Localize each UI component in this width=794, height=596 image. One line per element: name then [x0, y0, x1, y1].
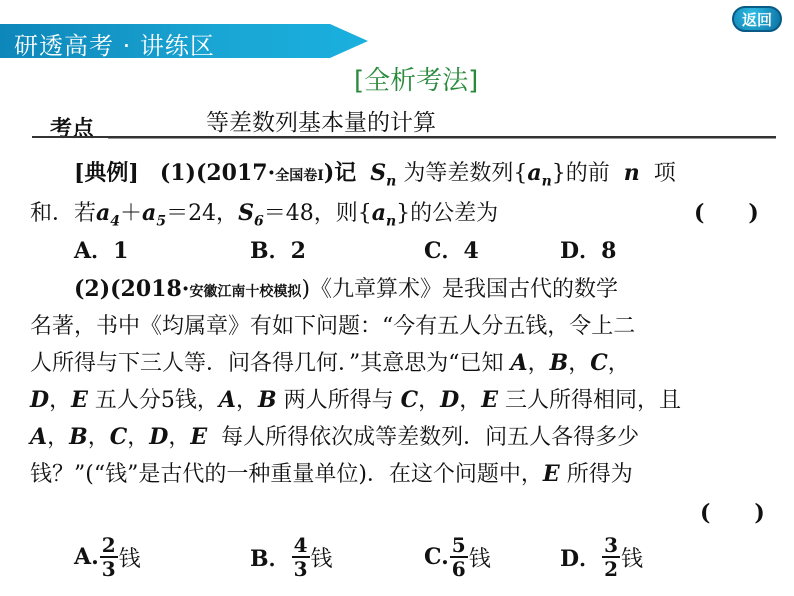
q1-line1: [典例] (1)(2017·全国卷Ⅰ)记 $S_n$ 为等差数列$\{a_n\}$的前 n 项: [74, 160, 676, 190]
q1-option-d: D．8: [560, 238, 617, 264]
q2-line5: A，B，C，D，E 每人所得依次成等差数列．问五人各得多少: [30, 424, 640, 450]
q2-line6: 钱？”(“钱”是古代的一种重量单位)．在这个问题中，E 所得为: [30, 461, 633, 487]
topic-label: 考点: [50, 117, 95, 142]
fraction: $\frac{5}{6}$: [451, 533, 466, 581]
q1-line2: 和．若$a_4+a_5=24$，$S_6=48$，则$\{a_n\}$的公差为: [30, 200, 499, 230]
topic-title: 等差数列基本量的计算: [206, 110, 436, 136]
fraction: $\frac{3}{2}$: [604, 533, 619, 581]
q2-line3: 人所得与下三人等．问各得几何．”其意思为“已知 A，B，C，: [30, 350, 630, 376]
q1-option-a: A．1: [74, 238, 129, 264]
q2-line4: D，E 五人分5钱，A，B 两人所得与 C，D，E 三人所得相同，且: [30, 387, 682, 413]
divider-thin: [108, 138, 776, 139]
q1-option-c: C．4: [424, 238, 479, 264]
fraction: $\frac{4}{3}$: [293, 533, 308, 581]
q1-option-b: B．2: [250, 238, 306, 264]
q1-answer-paren: ( ): [694, 200, 759, 226]
section-title: [全析考法]: [354, 66, 479, 96]
fraction: $\frac{2}{3}$: [101, 533, 116, 581]
banner-title: 研透高考 · 讲练区: [14, 32, 215, 60]
q2-option-b: B． $\frac{4}{3}$ 钱: [250, 533, 333, 581]
q2-option-d: D． $\frac{3}{2}$ 钱: [560, 533, 644, 581]
q2-line2: 名著，书中《均属章》有如下问题：“今有五人分五钱，令上二: [30, 314, 636, 339]
q2-option-a: A. $\frac{2}{3}$ 钱: [74, 533, 141, 581]
q2-line1: (2)(2018·安徽江南十校模拟)《九章算术》是我国古代的数学: [74, 276, 619, 302]
q2-option-c: C. $\frac{5}{6}$ 钱: [424, 533, 491, 581]
back-button[interactable]: 返回: [732, 6, 782, 32]
q2-answer-paren: ( ): [700, 500, 765, 526]
